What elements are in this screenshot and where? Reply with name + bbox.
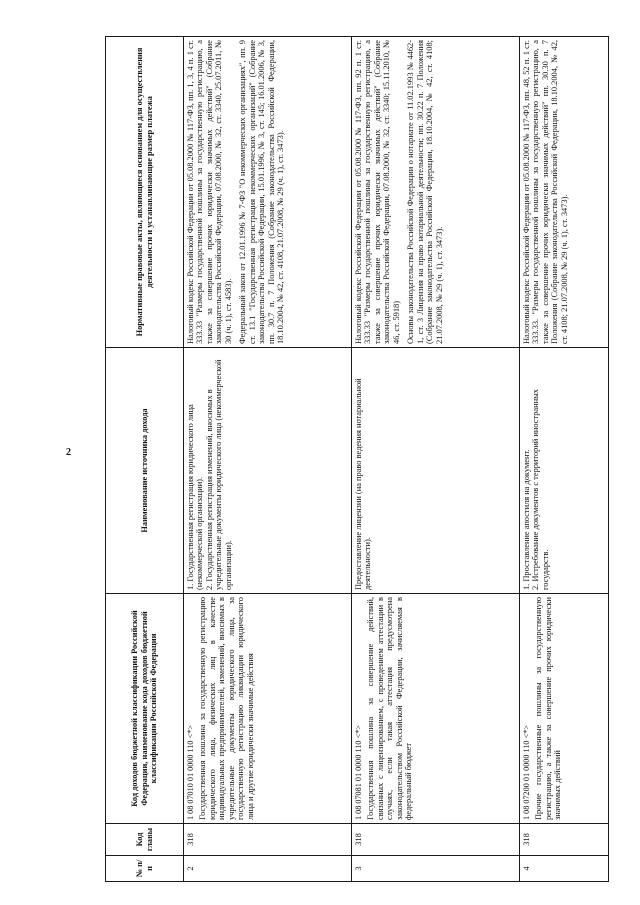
legal-cell (184, 37, 352, 348)
budget-code-cell (520, 594, 609, 824)
source-item: 1. Государственная регистрация юридического лица (некоммерческой организации). (186, 404, 205, 590)
row-number: 4 (520, 856, 609, 882)
legal-paragraph: Основы законодательства Российской Федерации о нотариате от 11.02.1993 № 4462-1, ст. 3 Лицензия на право нотариальной деятельности; пп. 30.22 п. 7 Положения (Собрание законодательства Российской Федерации, 18.10.2004, № 42, ст. 4108; 21.07.2008, № 29 (ч. 1), ст. 3473). (406, 40, 444, 344)
budget-code: 1 08 07081 01 0000 110 <*> (354, 725, 363, 820)
legal-cell (352, 37, 520, 348)
source-cell (352, 348, 520, 594)
legal-paragraph: Налоговый кодекс Российской Федерации от 05.08.2000 № 117-ФЗ, пп. 1, 3, 4 п. 1 ст. 333.33 "Размеры государственной пошлины за государственную регистрацию, а также за совершение прочих юридически значимых действий" (Собрание законодательства Российской Федерации, 07.08.2000, № 32, ст. 3340, 25.07.2011, № 30 (ч. 1), ст. 4583). (186, 40, 233, 344)
legal-cell (520, 37, 609, 348)
table-header-row (106, 37, 184, 882)
table-row (520, 37, 609, 882)
rotated-document (105, 37, 608, 882)
row-number: 2 (184, 856, 352, 882)
budget-code: 1 08 07010 01 0000 110 <*> (186, 725, 195, 820)
budget-code-description: Государственная пошлина за совершение действий, связанных с лицензированием, с проведением аттестации в случаях, если такая аттестация предусмотрена законодательством Российской Федерации, зачисляемая в федеральный бюджет (366, 597, 414, 820)
page-number: 2 (66, 447, 71, 458)
chapter-code: 318 (352, 824, 520, 856)
revenue-table (105, 36, 609, 882)
header-chapter: Код главы (106, 824, 184, 856)
table-row (352, 37, 520, 882)
chapter-code: 318 (520, 824, 609, 856)
legal-paragraph: Федеральный закон от 12.01.1996 № 7-ФЗ "О некоммерческих организациях", пп. 9 ст. 13.1 "Государственная регистрация некоммерческих организаций" (Собрание законодательства Российской Федерации, 15.01.1996, № 3, ст. 145; 16.01.2006, № 3, пп. 30.7 п. 7 Положения (Собрание законодательства Российской Федерации, 18.10.2004, № 42, ст. 4108, 21.07.2008, № 29 (ч. 1), ст. 3473). (238, 40, 286, 344)
budget-code-description: Прочие государственные пошлины за государственную регистрацию, а также за совершение прочих юридически значимых действий (534, 597, 563, 820)
legal-paragraph: Налоговый кодекс Российской Федерации от 05.08.2000 № 117-ФЗ, пп. 48, 52 п. 1 ст. 333.33. "Размеры государственной пошлины за государственную регистрацию, а также за совершение прочих юридически значимых действий" пп. 30.30 п. 7 Положения (Собрание законодательства Российской Федерации, 18.10.2004, № 42, ст. 4108; 21.07.2008, № 29 (ч. 1), ст. 3473). (522, 40, 569, 344)
budget-code-cell (184, 594, 352, 824)
source-cell (184, 348, 352, 594)
header-legal: Нормативные правовые акты, являющиеся основанием для осуществления деятельности и устанавливающие размер платежа (106, 37, 184, 348)
header-num: № п/п (106, 856, 184, 882)
header-budget-code: Код доходов бюджетной классификации Российской Федерации, наименование кода доходов бюджетной классификации Российской Федерации (106, 594, 184, 824)
source-item: 1. Проставление апостиля на документ. (522, 449, 531, 590)
legal-paragraph: Налоговый кодекс Российской Федерации от 05.08.2000 № 117-ФЗ, пп. 92 п. 1 ст. 333.33 "Размеры государственной пошлины за государственную регистрацию, а также за совершение прочих юридически значимых действий" (Собрание законодательства Российской Федерации, 07.08.2000, № 32, ст. 3340; 15.11.2010, № 46, ст. 5918) (354, 40, 401, 344)
source-item: 2. Истребование документов с территорий иностранных государств. (531, 389, 550, 590)
header-source: Наименование источника дохода (106, 348, 184, 594)
source-cell (520, 348, 609, 594)
budget-code: 1 08 07200 01 0000 110 <*> (522, 725, 531, 820)
row-number: 3 (352, 856, 520, 882)
budget-code-cell (352, 594, 520, 824)
table-row (184, 37, 352, 882)
budget-code-description: Государственная пошлина за государственную регистрацию юридического лица, физических лиц в качестве индивидуальных предпринимателей, изменений, вносимых в учредительные документы юридического лица, за государственную регистрацию ликвидации юридического лица и другие юридически значимые действия (198, 597, 255, 820)
source-item: 2. Государственная регистрация изменений, вносимых в учредительные документы юридического лица (некоммерческой организации). (204, 359, 233, 590)
source-item: Предоставление лицензии (на право ведения нотариальной деятельности). (354, 378, 373, 590)
chapter-code: 318 (184, 824, 352, 856)
